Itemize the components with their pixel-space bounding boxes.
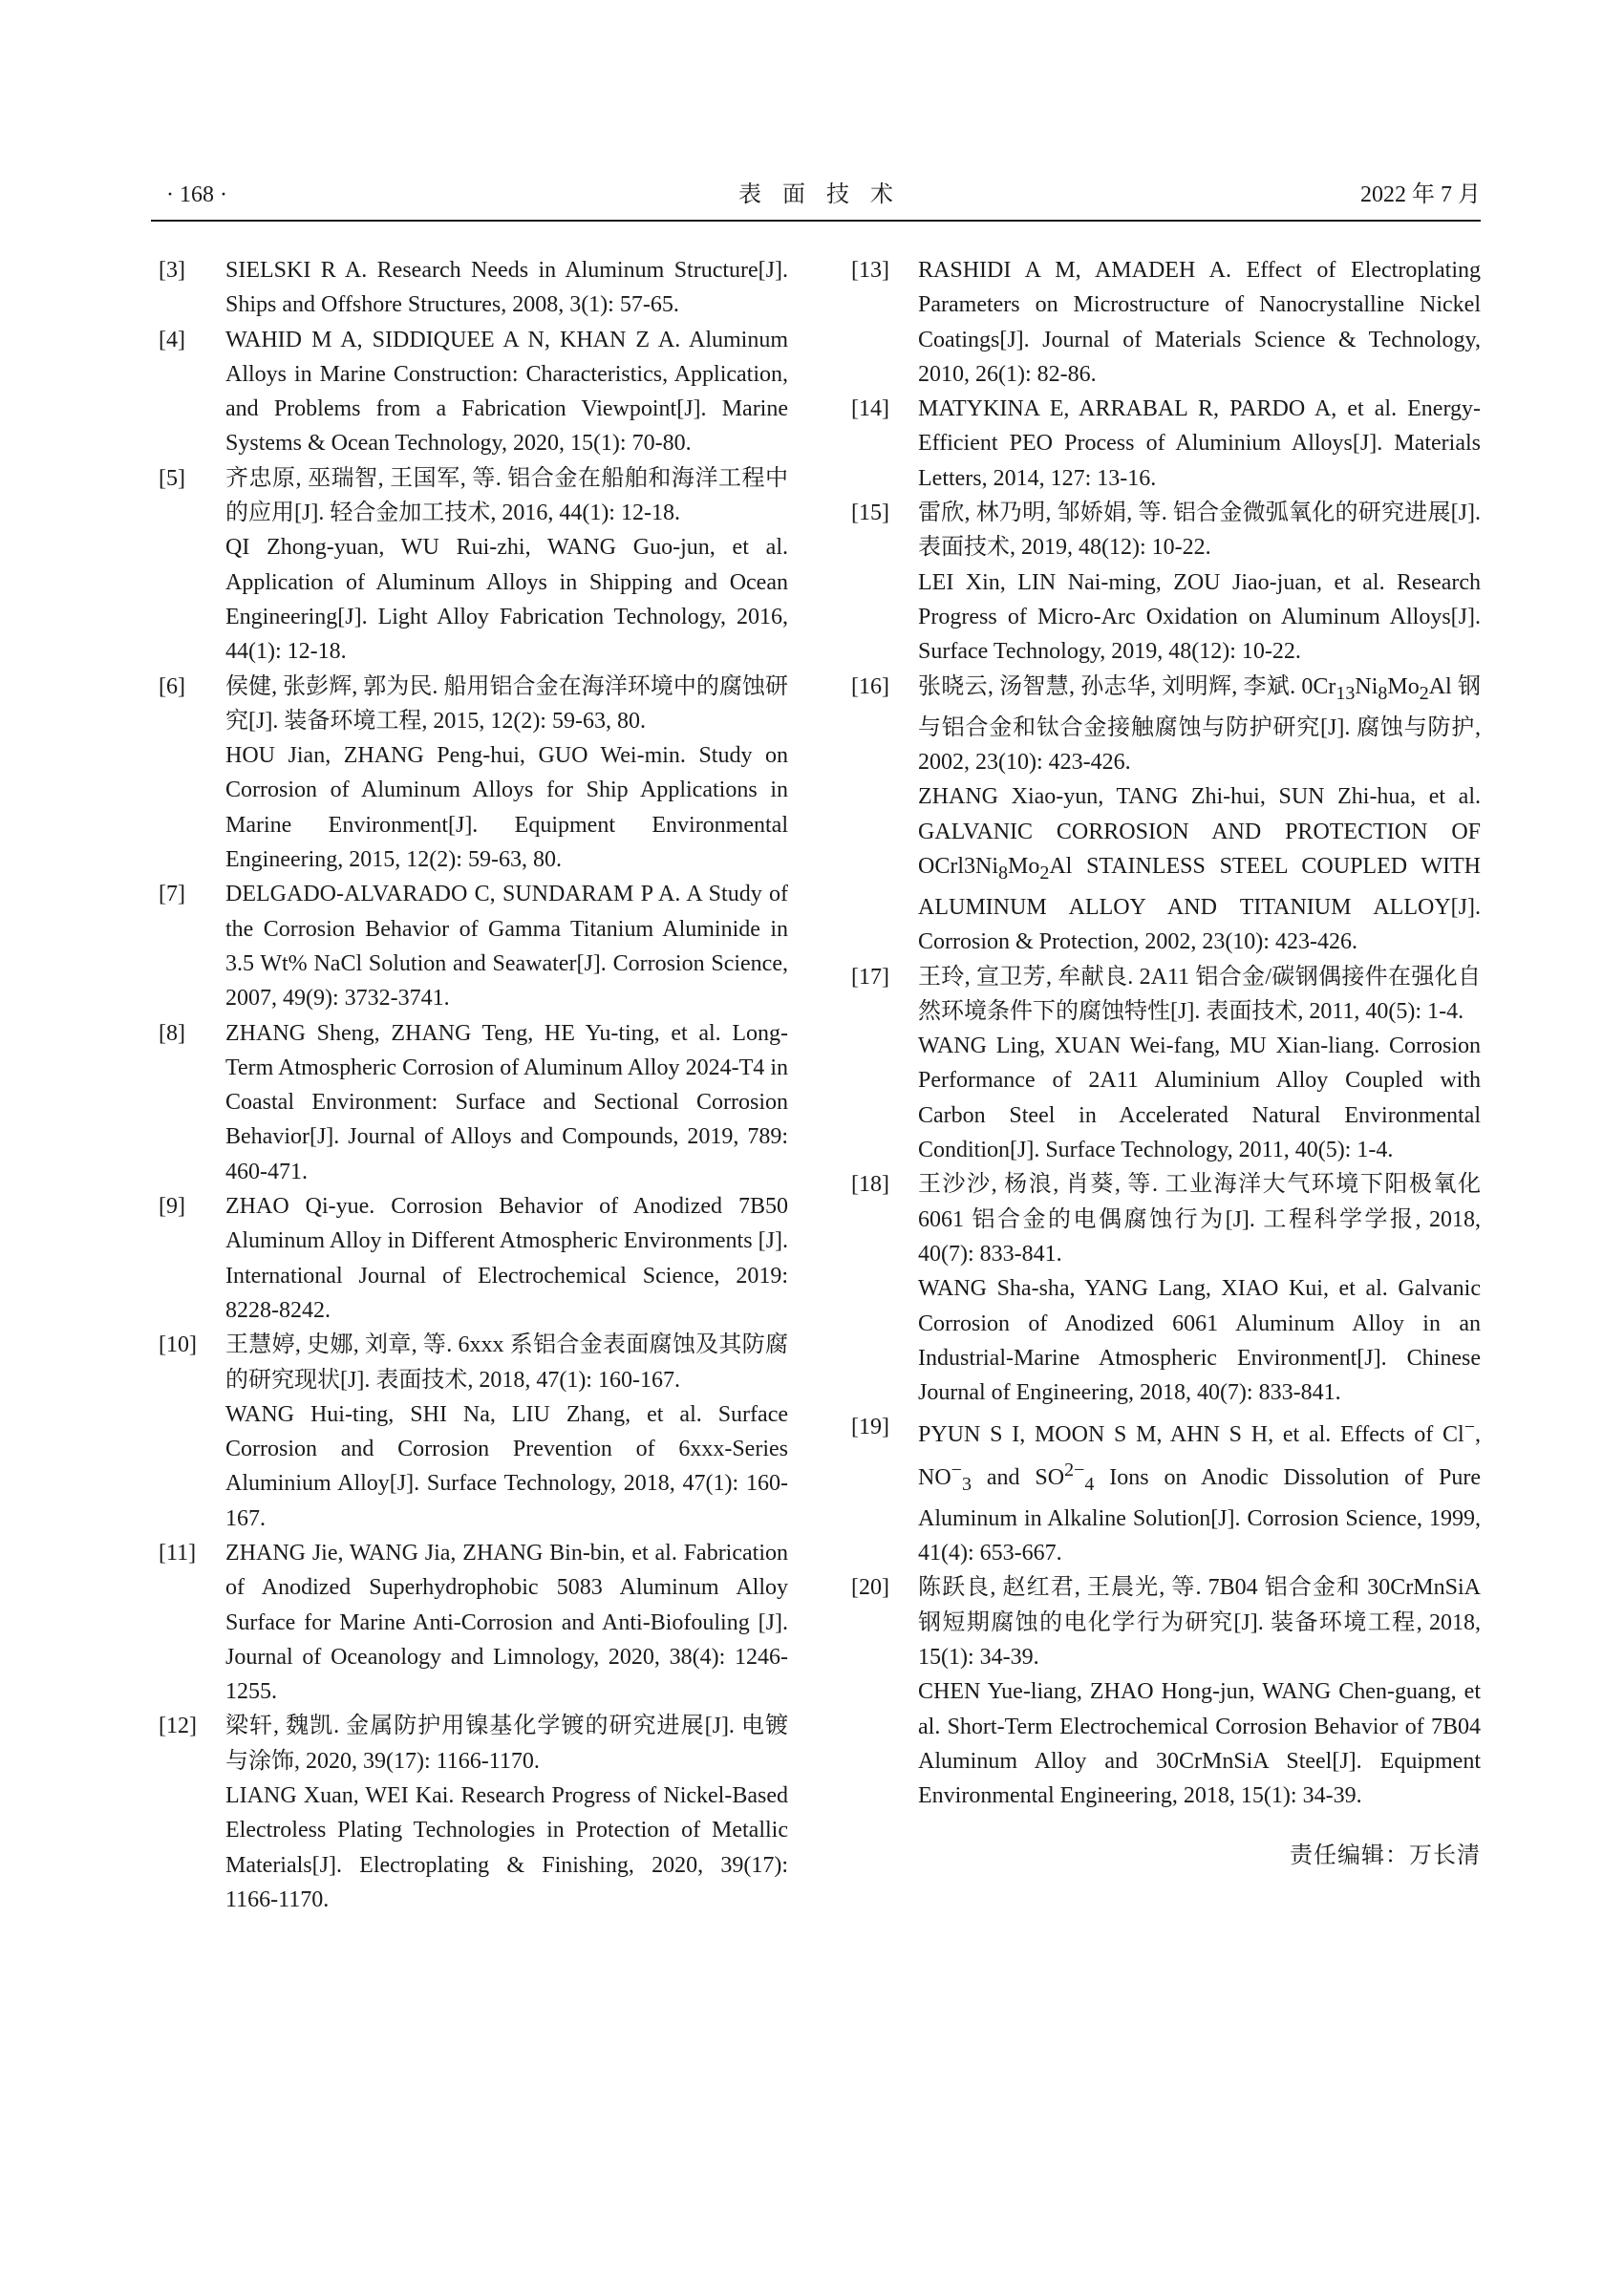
reference-text: WAHID M A, SIDDIQUEE A N, KHAN Z A. Aluminum Alloys in Marine Construction: Characteristics, Application, and Problems from a Fabrication Viewpoint[J]. Marine Systems & Ocean Technology, 2020, 15(1): 70-80. [225,327,788,457]
reference-13 [844,253,1481,392]
reference-15 [844,496,1481,669]
reference-number: [14] [851,396,889,422]
reference-number: [6] [159,673,185,699]
reference-7 [151,877,788,1015]
reference-text-zh: 梁轩, 魏凯. 金属防护用镍基化学镀的研究进展[J]. 电镀与涂饰, 2020, 39(17): 1166-1170. [225,1714,788,1774]
reference-text: SIELSKI R A. Research Needs in Aluminum Structure[J]. Ships and Offshore Structures, 2008, 3(1): 57-65. [225,258,788,318]
reference-text: PYUN S I, MOON S M, AHN S H, et al. Effects of Cl−, $NO^-_3$ and $SO^{2-}_4$ Ions on Anodic Dissolution of Pure Aluminum in Alkaline Solution[J]. Corrosion Science, 1999, 41(4): 653-667. [918,1417,1481,1566]
reference-text: DELGADO-ALVARADO C, SUNDARAM P A. A Study of the Corrosion Behavior of Gamma Titanium Aluminide in 3.5 Wt% NaCl Solution and Seawater[J]. Corrosion Science, 2007, 49(9): 3732-3741. [225,882,788,1012]
reference-text-en: LEI Xin, LIN Nai-ming, ZOU Jiao-juan, et al. Research Progress of Micro-Arc Oxidation on Aluminum Alloys[J]. Surface Technology, 2019, 48(12): 10-22. [918,569,1481,665]
reference-text-en: WANG Sha-sha, YANG Lang, XIAO Kui, et al. Galvanic Corrosion of Anodized 6061 Aluminum Alloy in an Industrial-Marine Atmospheric Environment[J]. Chinese Journal of Engineering, 2018, 40(7): 833-841. [918,1276,1481,1406]
page-number: · 168 · [166,182,227,207]
reference-text-en: ZHANG Xiao-yun, TANG Zhi-hui, SUN Zhi-hua, et al. GALVANIC CORROSION AND PROTECTION OF $OCrl3Ni_8Mo_2Al$ STAINLESS STEEL COUPLED WITH ALUMINUM ALLOY AND TITANIUM ALLOY[J]. Corrosion & Protection, 2002, 23(10): 423-426. [918,784,1481,955]
reference-number: [11] [159,1540,197,1566]
reference-text: RASHIDI A M, AMADEH A. Effect of Electroplating Parameters on Microstructure of Nanocrystalline Nickel Coatings[J]. Journal of Materials Science & Technology, 2010, 26(1): 82-86. [918,258,1481,387]
reference-number: [20] [851,1575,889,1601]
reference-4 [151,323,788,461]
reference-text-zh: 张晓云, 汤智慧, 孙志华, 刘明辉, 李斌. $0Cr_{13}Ni_8Mo_2Al$ 钢与铝合金和钛合金接触腐蚀与防护研究[J]. 腐蚀与防护, 2002, 23(10): 423-426. [918,673,1482,775]
page-header [151,178,1481,222]
reference-text-zh: 王慧婷, 史娜, 刘章, 等. 6xxx 系铝合金表面腐蚀及其防腐的研究现状[J]. 表面技术, 2018, 47(1): 160-167. [225,1332,788,1393]
reference-14 [844,392,1481,496]
reference-text: ZHAO Qi-yue. Corrosion Behavior of Anodized 7B50 Aluminum Alloy in Different Atmospheric Environments [J]. International Journal of Electrochemical Science, 2019: 8228-8242. [225,1194,788,1323]
reference-number: [4] [159,327,185,352]
reference-text-en: WANG Hui-ting, SHI Na, LIU Zhang, et al. Surface Corrosion and Corrosion Prevention of 6xxx-Series Aluminium Alloy[J]. Surface Technology, 2018, 47(1): 160-167. [225,1401,788,1531]
references-right-column [844,253,1481,1813]
reference-number: [19] [851,1415,889,1440]
references-left-column [151,253,788,1917]
reference-3 [151,253,788,323]
reference-number: [17] [851,964,889,990]
reference-number: [7] [159,882,185,907]
reference-text-zh: 侯健, 张彭辉, 郭为民. 船用铝合金在海洋环境中的腐蚀研究[J]. 装备环境工程, 2015, 12(2): 59-63, 80. [225,673,788,734]
reference-number: [16] [851,673,889,699]
reference-text-en: CHEN Yue-liang, ZHAO Hong-jun, WANG Chen-guang, et al. Short-Term Electrochemical Corrosion Behavior of 7B04 Aluminum Alloy and 30CrMnSiA Steel[J]. Equipment Environmental Engineering, 2018, 15(1): 34-39. [918,1679,1481,1809]
reference-17 [844,960,1481,1168]
reference-text-zh: 陈跃良, 赵红君, 王晨光, 等. 7B04 铝合金和 30CrMnSiA 钢短期腐蚀的电化学行为研究[J]. 装备环境工程, 2018, 15(1): 34-39. [918,1575,1481,1670]
reference-number: [8] [159,1020,185,1046]
reference-text-en: HOU Jian, ZHANG Peng-hui, GUO Wei-min. Study on Corrosion of Aluminum Alloys for Ship Applications in Marine Environment[J]. Equipment Environmental Engineering, 2015, 12(2): 59-63, 80. [225,743,788,873]
reference-19 [844,1410,1481,1570]
journal-title: 表面技术 [738,182,914,207]
reference-number: [15] [851,501,889,526]
reference-text-zh: 王沙沙, 杨浪, 肖葵, 等. 工业海洋大气环境下阳极氧化 6061 铝合金的电偶腐蚀行为[J]. 工程科学学报, 2018, 40(7): 833-841. [918,1172,1481,1267]
reference-number: [9] [159,1194,185,1220]
reference-text-zh: 齐忠原, 巫瑞智, 王国军, 等. 铝合金在船舶和海洋工程中的应用[J]. 轻合金加工技术, 2016, 44(1): 12-18. [225,465,788,526]
reference-number: [10] [159,1332,197,1358]
reference-9 [151,1189,788,1328]
reference-16 [844,670,1481,960]
responsible-editor: 责任编辑：万长清 [1290,1843,1481,1868]
reference-8 [151,1016,788,1189]
reference-12 [151,1709,788,1917]
reference-5 [151,461,788,670]
reference-20 [844,1570,1481,1813]
reference-text-zh: 雷欣, 林乃明, 邹娇娟, 等. 铝合金微弧氧化的研究进展[J]. 表面技术, 2019, 48(12): 10-22. [918,501,1481,561]
reference-number: [18] [851,1172,889,1198]
reference-number: [3] [159,258,185,283]
reference-text: MATYKINA E, ARRABAL R, PARDO A, et al. Energy-Efficient PEO Process of Aluminium Alloys[J]. Materials Letters, 2014, 127: 13-16. [918,396,1481,491]
reference-10 [151,1328,788,1536]
reference-text: ZHANG Jie, WANG Jia, ZHANG Bin-bin, et al. Fabrication of Anodized Superhydrophobic 5083 Aluminum Alloy Surface for Marine Anti-Corrosion and Anti-Biofouling [J]. Journal of Oceanology and Limnology, 2020, 38(4): 1246-1255. [225,1540,788,1705]
reference-text-en: QI Zhong-yuan, WU Rui-zhi, WANG Guo-jun, et al. Application of Aluminum Alloys in Shipping and Ocean Engineering[J]. Light Alloy Fabrication Technology, 2016, 44(1): 12-18. [225,535,788,665]
reference-number: [12] [159,1714,197,1739]
reference-text-zh: 王玲, 宣卫芳, 牟献良. 2A11 铝合金/碳钢偶接件在强化自然环境条件下的腐蚀特性[J]. 表面技术, 2011, 40(5): 1-4. [918,964,1481,1024]
reference-text: ZHANG Sheng, ZHANG Teng, HE Yu-ting, et al. Long-Term Atmospheric Corrosion of Aluminum Alloy 2024-T4 in Coastal Environment: Surface and Sectional Corrosion Behavior[J]. Journal of Alloys and Compounds, 2019, 789: 460-471. [225,1020,788,1184]
issue-date: 2022 年 7 月 [1360,182,1481,207]
reference-text-en: LIANG Xuan, WEI Kai. Research Progress of Nickel-Based Electroless Plating Technologies in Protection of Metallic Materials[J]. Electroplating & Finishing, 2020, 39(17): 1166-1170. [225,1783,788,1912]
reference-number: [5] [159,465,185,491]
reference-11 [151,1536,788,1709]
reference-6 [151,670,788,878]
reference-text-en: WANG Ling, XUAN Wei-fang, MU Xian-liang. Corrosion Performance of 2A11 Aluminium Alloy Coupled with Carbon Steel in Accelerated Natural Environmental Condition[J]. Surface Technology, 2011, 40(5): 1-4. [918,1033,1481,1163]
reference-18 [844,1167,1481,1410]
reference-number: [13] [851,258,889,283]
